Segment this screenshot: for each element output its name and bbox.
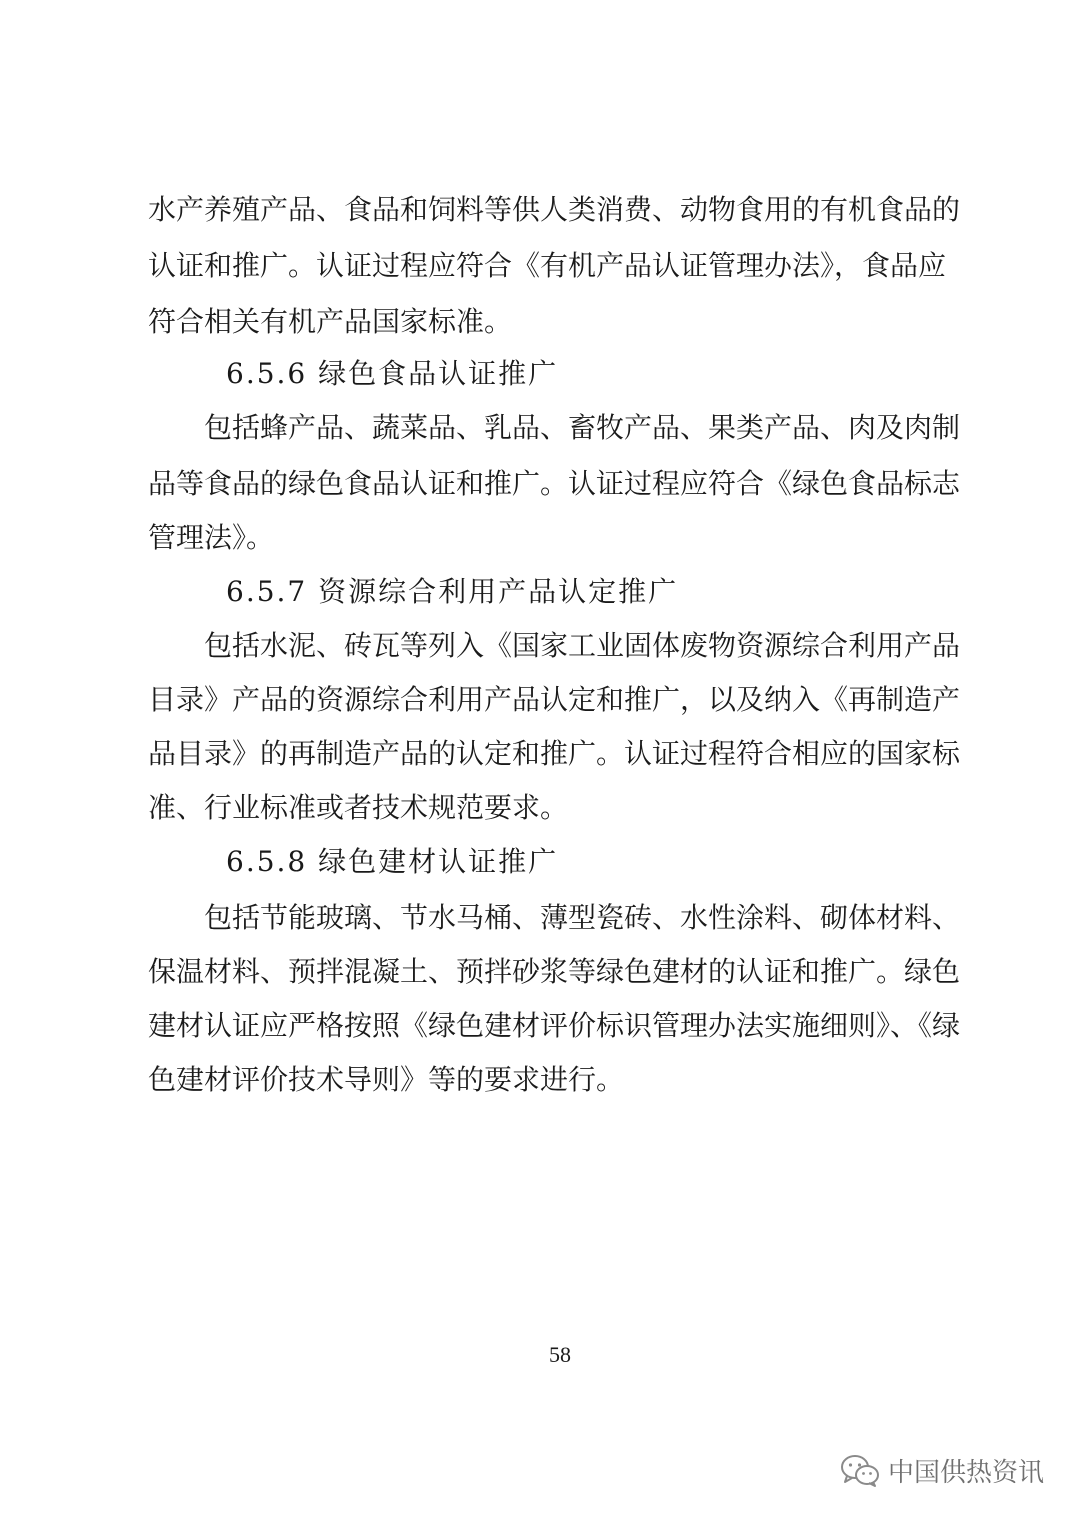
wechat-icon xyxy=(840,1454,880,1488)
paragraph-line: 品目录》的再制造产品的认定和推广。认证过程符合相应的国家标 xyxy=(148,737,961,770)
paragraph-line: 认证和推广。认证过程应符合《有机产品认证管理办法》，食品应 xyxy=(148,249,947,282)
section-heading-6-5-7: 6.5.7 资源综合利用产品认定推广 xyxy=(226,575,679,608)
paragraph-line: 目录》产品的资源综合利用产品认定和推广，以及纳入《再制造产 xyxy=(148,683,961,716)
watermark xyxy=(840,1452,1044,1489)
paragraph-line: 建材认证应严格按照《绿色建材评价标识管理办法实施细则》、《绿 xyxy=(148,1009,961,1042)
paragraph-line: 包括水泥、砖瓦等列入《国家工业固体废物资源综合利用产品 xyxy=(204,629,961,662)
paragraph-line: 水产养殖产品、食品和饲料等供人类消费、动物食用的有机食品的 xyxy=(148,193,961,226)
paragraph-line: 包括节能玻璃、节水马桶、薄型瓷砖、水性涂料、砌体材料、 xyxy=(204,901,961,934)
paragraph-line: 保温材料、预拌混凝土、预拌砂浆等绿色建材的认证和推广。绿色 xyxy=(148,955,961,988)
page-number: 58 xyxy=(549,1342,571,1367)
watermark-text: 中国供热资讯 xyxy=(887,1458,1044,1488)
paragraph-line: 符合相关有机产品国家标准。 xyxy=(148,305,513,338)
paragraph-line: 包括蜂产品、蔬菜品、乳品、畜牧产品、果类产品、肉及肉制 xyxy=(204,411,961,444)
paragraph-line: 色建材评价技术导则》等的要求进行。 xyxy=(148,1063,625,1096)
section-heading-6-5-6: 6.5.6 绿色食品认证推广 xyxy=(226,357,559,390)
section-heading-6-5-8: 6.5.8 绿色建材认证推广 xyxy=(226,845,559,878)
paragraph-line: 管理法》。 xyxy=(148,521,275,554)
paragraph-line: 准、行业标准或者技术规范要求。 xyxy=(148,791,569,824)
paragraph-line: 品等食品的绿色食品认证和推广。认证过程应符合《绿色食品标志 xyxy=(148,467,961,500)
